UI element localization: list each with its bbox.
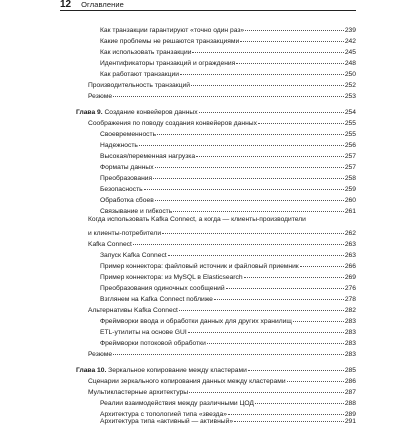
dot-leader (155, 167, 344, 168)
dot-leader (226, 288, 344, 289)
dot-leader (139, 145, 344, 146)
dot-leader (258, 123, 344, 124)
toc-entry[interactable]: Соображения по поводу создания конвейеров данных 255 (88, 120, 356, 127)
dot-leader (228, 414, 344, 415)
toc-chapter-entry[interactable]: Глава 9. Создание конвейеров данных 254 (76, 109, 356, 116)
toc-entry[interactable]: Связывание и гибкость 261 (100, 208, 356, 215)
toc-entry[interactable]: Надежность 256 (100, 142, 356, 149)
page-number: 12 (60, 0, 72, 10)
dot-leader (234, 421, 344, 422)
dot-leader (168, 255, 344, 256)
chapter-label: Глава 9. (76, 109, 103, 116)
dot-leader (207, 343, 344, 344)
toc-entry[interactable]: Архитектура типа «активный — активный» 291 (100, 418, 356, 425)
toc-entry[interactable]: Идентификаторы транзакций и ограждения 248 (100, 60, 356, 67)
toc-entry[interactable]: Производительность транзакций 252 (88, 82, 356, 89)
toc-entry[interactable]: Как работают транзакции 250 (100, 71, 356, 78)
running-header-title: Оглавление (81, 0, 124, 9)
dot-leader (199, 112, 344, 113)
toc-entry[interactable]: Альтернативы Kafka Connect 282 (88, 307, 356, 314)
toc-entry[interactable]: Архитектура с топологией типа «звезда» 289 (100, 411, 356, 418)
dot-leader (113, 354, 344, 355)
dot-leader (173, 211, 344, 212)
dot-leader (287, 381, 344, 382)
toc-entry-wrapped-line1[interactable]: Когда использовать Kafka Connect, а когда — клиенты-производители (88, 216, 306, 223)
toc-entry[interactable]: ETL-утилиты на основе GUI 283 (100, 329, 356, 336)
toc-entry[interactable]: Пример коннектора: файловый источник и файловый приемник 266 (100, 263, 356, 270)
dot-leader (214, 299, 344, 300)
toc-entry[interactable]: Сценарии зеркального копирования данных между кластерами 286 (88, 378, 356, 385)
toc-entry[interactable]: Реалии взаимодействия между различными ЦОД 288 (100, 400, 356, 407)
toc-entry[interactable]: Пример коннектора: из MySQL в Elasticsearch 269 (100, 274, 356, 281)
running-header (60, 0, 356, 11)
toc-chapter-entry[interactable]: Глава 10. Зеркальное копирование между кластерами 285 (76, 367, 356, 374)
toc-entry[interactable]: Запуск Kafka Connect 263 (100, 252, 356, 259)
toc-entry[interactable]: Какие проблемы не решаются транзакциями 242 (100, 38, 356, 45)
toc-entry[interactable]: Как использовать транзакции 245 (100, 49, 356, 56)
dot-leader (157, 134, 344, 135)
dot-leader (245, 30, 344, 31)
toc-entry[interactable]: Фреймворки потоковой обработки 283 (100, 340, 356, 347)
dot-leader (293, 321, 344, 322)
toc-entry[interactable]: Взглянем на Kafka Connect поближе 278 (100, 296, 356, 303)
chapter-label: Глава 10. (76, 367, 107, 374)
dot-leader (189, 392, 344, 393)
dot-leader (192, 52, 343, 53)
toc-entry[interactable]: Мультикластерные архитектуры 287 (88, 389, 356, 396)
toc-entry[interactable]: Преобразования 258 (100, 175, 356, 182)
dot-leader (244, 277, 344, 278)
dot-leader (133, 244, 344, 245)
dot-leader (153, 178, 344, 179)
dot-leader (300, 266, 344, 267)
dot-leader (162, 233, 344, 234)
toc-entry[interactable]: Kafka Connect 263 (88, 241, 356, 248)
toc-entry[interactable]: Своевременность 255 (100, 131, 356, 138)
dot-leader (236, 63, 344, 64)
dot-leader (191, 85, 344, 86)
toc-entry[interactable]: Форматы данных 257 (100, 164, 356, 171)
toc-entry[interactable]: Резюме 283 (88, 351, 356, 358)
dot-leader (113, 96, 344, 97)
toc-entry[interactable]: и клиенты-потребители 262 (88, 230, 356, 237)
dot-leader (188, 332, 344, 333)
toc-entry[interactable]: Обработка сбоев 260 (100, 197, 356, 204)
dot-leader (240, 41, 344, 42)
toc-entry[interactable]: Высокая/переменная нагрузка 257 (100, 153, 356, 160)
toc-entry[interactable]: Фреймворки ввода и обработки данных для других хранилищ 283 (100, 318, 356, 325)
dot-leader (255, 403, 344, 404)
dot-leader (144, 189, 344, 190)
toc-entry[interactable]: Как транзакции гарантируют «точно один раз» 239 (100, 27, 356, 34)
dot-leader (179, 310, 344, 311)
toc-entry[interactable]: Безопасность 259 (100, 186, 356, 193)
dot-leader (180, 74, 344, 75)
toc-entry[interactable]: Резюме 253 (88, 93, 356, 100)
dot-leader (248, 370, 344, 371)
toc-entry[interactable]: Преобразования одиночных сообщений 276 (100, 285, 356, 292)
dot-leader (155, 200, 344, 201)
dot-leader (196, 156, 344, 157)
